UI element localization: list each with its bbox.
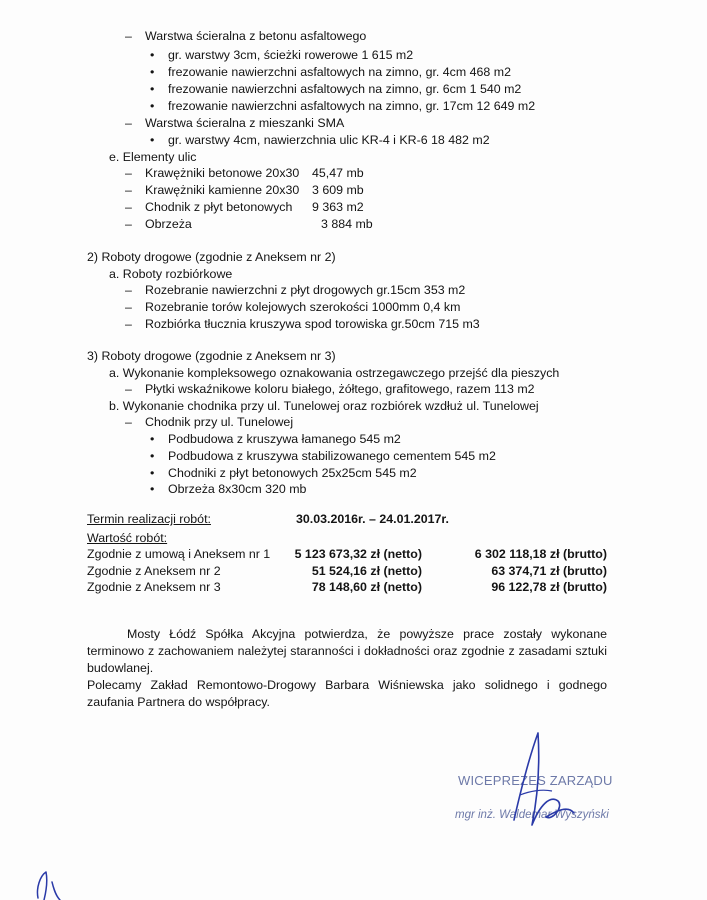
value-row-net: 78 148,60 zł (netto) <box>311 580 422 594</box>
asphalt-sub-item: • frezowanie nawierzchni asfaltowych na zimno, gr. 6cm 1 540 m2 <box>168 82 521 96</box>
section3-bullet: • Chodniki z płyt betonowych 25x25cm 545 m2 <box>168 466 417 480</box>
asphalt-layer-item: – Warstwa ścieralna z betonu asfaltowego <box>145 29 366 43</box>
section2-sub-a: a. Roboty rozbiórkowe <box>109 267 233 281</box>
stamp-title: WICEPREZES ZARZĄDU <box>458 773 613 788</box>
section3-bullet: • Podbudowa z kruszywa stabilizowanego cementem 545 m2 <box>168 449 496 463</box>
value-row-gross: 6 302 118,18 zł (brutto) <box>474 547 607 561</box>
street-element-value: 45,47 mb <box>312 166 364 180</box>
value-row-name: Zgodnie z Aneksem nr 2 <box>87 564 221 578</box>
value-row-gross: 96 122,78 zł (brutto) <box>491 580 607 594</box>
sma-sub-item: • gr. warstwy 4cm, nawierzchnia ulic KR-4 i KR-6 18 482 m2 <box>168 133 490 147</box>
street-element-name: – Krawężniki betonowe 20x30 <box>145 166 299 180</box>
term-label: Termin realizacji robót: <box>87 512 211 526</box>
street-element-name: – Obrzeża <box>145 217 192 231</box>
street-elements-title: e. Elementy ulic <box>109 150 197 164</box>
street-element-value: 3 609 mb <box>312 183 364 197</box>
stamp-name: mgr inż. Waldemar Wyszyński <box>455 809 609 821</box>
section3-bullet: • Obrzeża 8x30cm 320 mb <box>168 482 306 496</box>
section3-sub-a: a. Wykonanie kompleksowego oznakowania ostrzegawczego przejść dla pieszych <box>109 366 560 380</box>
signature-icon <box>480 725 600 845</box>
closing-paragraph-2: Polecamy Zakład Remontowo-Drogowy Barbara Wiśniewska jako solidnego i godnego zaufania Partnera do współpracy. <box>87 678 607 709</box>
street-element-name: – Krawężniki kamienne 20x30 <box>145 183 299 197</box>
term-value: 30.03.2016r. – 24.01.2017r. <box>296 512 449 526</box>
closing-paragraph-1: Mosty Łódź Spółka Akcyjna potwierdza, że powyższe prace zostały wykonane terminowo z zachowaniem należytej staranności i dokładności oraz zgodnie z zasadami sztuki budowlanej. <box>87 627 607 675</box>
asphalt-sub-item: • frezowanie nawierzchni asfaltowych na zimno, gr. 17cm 12 649 m2 <box>168 99 535 113</box>
value-row-net: 51 524,16 zł (netto) <box>311 564 422 578</box>
sma-layer-item: – Warstwa ścieralna z mieszanki SMA <box>145 116 344 130</box>
asphalt-sub-item: • gr. warstwy 3cm, ścieżki rowerowe 1 615 m2 <box>168 48 413 62</box>
street-element-value: 3 884 mb <box>321 217 373 231</box>
street-element-name: – Chodnik z płyt betonowych <box>145 200 292 214</box>
section2-item: – Rozebranie torów kolejowych szerokości 1000mm 0,4 km <box>145 300 460 314</box>
section2-title: 2) Roboty drogowe (zgodnie z Aneksem nr 2) <box>87 250 336 264</box>
initials-mark-icon <box>30 868 70 900</box>
section3-sub-b: b. Wykonanie chodnika przy ul. Tunelowej oraz rozbiórek wzdłuż ul. Tunelowej <box>109 399 539 413</box>
value-row-name: Zgodnie z Aneksem nr 3 <box>87 580 221 594</box>
section2-item: – Rozbiórka tłucznia kruszywa spod torowiska gr.50cm 715 m3 <box>145 317 480 331</box>
section2-item: – Rozebranie nawierzchni z płyt drogowych gr.15cm 353 m2 <box>145 283 465 297</box>
section3-bullet: • Podbudowa z kruszywa łamanego 545 m2 <box>168 432 401 446</box>
section3-sub-b-item: – Chodnik przy ul. Tunelowej <box>145 415 293 429</box>
street-element-value: 9 363 m2 <box>312 200 364 214</box>
value-row-name: Zgodnie z umową i Aneksem nr 1 <box>87 547 271 561</box>
section3-title: 3) Roboty drogowe (zgodnie z Aneksem nr 3) <box>87 349 336 363</box>
values-label: Wartość robót: <box>87 531 168 545</box>
section3-sub-a-item: – Płytki wskaźnikowe koloru białego, żółtego, grafitowego, razem 113 m2 <box>145 382 535 396</box>
value-row-net: 5 123 673,32 zł (netto) <box>294 547 422 561</box>
value-row-gross: 63 374,71 zł (brutto) <box>491 564 607 578</box>
asphalt-sub-item: • frezowanie nawierzchni asfaltowych na zimno, gr. 4cm 468 m2 <box>168 65 511 79</box>
